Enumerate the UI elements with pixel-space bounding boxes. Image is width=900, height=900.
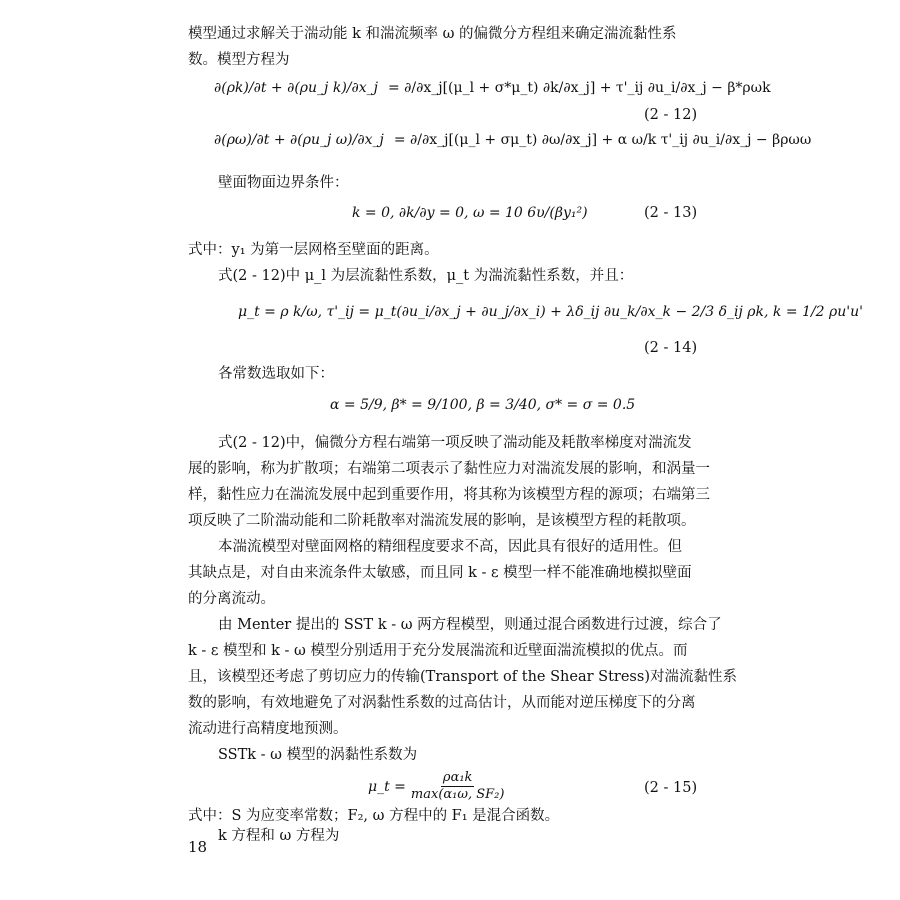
- equation-2-14: μ_t = ρ k/ω, τ'_ij = μ_t(∂u_i/∂x_j + ∂u_j/∂x_i) + λδ_ij ∂u_k/∂x_k − 2/3 δ_ij ρk, k = 1/2 ρu'u': [238, 304, 863, 320]
- text-line: 式中：y₁ 为第一层网格至壁面的距离。: [188, 242, 439, 258]
- equation-number: (2 - 12): [644, 107, 698, 123]
- equation-2-12b: [214, 132, 817, 148]
- page-number: 18: [188, 838, 208, 856]
- eq-lhs: μ_t =: [368, 778, 406, 795]
- text-line: 由 Menter 提出的 SST k - ω 两方程模型，则通过混合函数进行过渡，综合了: [218, 617, 722, 633]
- text-line: 式中：S 为应变率常数；F₂, ω 方程中的 F₁ 是混合函数。: [188, 808, 560, 824]
- equation-number: (2 - 15): [644, 780, 698, 796]
- equation-2-13: k = 0, ∂k/∂y = 0, ω = 10 6υ/(βy₁²): [352, 205, 588, 221]
- text-line: 项反映了二阶湍动能和二阶耗散率对湍流发展的影响，是该模型方程的耗散项。: [188, 513, 696, 529]
- equation-2-15: [368, 770, 509, 803]
- equation-2-12a: [214, 80, 777, 96]
- text-line: 的分离流动。: [188, 591, 275, 607]
- text-line: 本湍流模型对壁面网格的精细程度要求不高，因此具有很好的适用性。但: [218, 539, 682, 555]
- text-line: 样，黏性应力在湍流发展中起到重要作用，将其称为该模型方程的源项；右端第三: [188, 487, 710, 503]
- text-line: 式(2 - 12)中 μ_l 为层流黏性系数，μ_t 为湍流黏性系数，并且：: [218, 268, 634, 284]
- text-line: 壁面物面边界条件：: [218, 175, 349, 191]
- text-line: 各常数选取如下：: [218, 366, 334, 382]
- text-line: 数。模型方程为: [188, 52, 290, 68]
- equation-constants: α = 5/9, β* = 9/100, β = 3/40, σ* = σ = 0.5: [330, 397, 636, 413]
- text-line: k 方程和 ω 方程为: [218, 828, 340, 844]
- eq-numerator: ρα₁k: [442, 770, 473, 785]
- text-line: 展的影响，称为扩散项；右端第二项表示了黏性应力对湍流发展的影响，和涡量一: [188, 461, 710, 477]
- eq-lhs: ∂(ρω)/∂t + ∂(ρu_j ω)/∂x_j: [214, 132, 384, 148]
- equation-number: (2 - 13): [644, 205, 698, 221]
- equation-number: (2 - 14): [644, 340, 698, 356]
- text-line: 数的影响，有效地避免了对涡黏性系数的过高估计，从而能对逆压梯度下的分离: [188, 695, 696, 711]
- text-line: SSTk - ω 模型的涡黏性系数为: [218, 747, 418, 763]
- eq-denominator: max(α₁ω, SF₂): [410, 787, 505, 802]
- text-line: 流动进行高精度地预测。: [188, 721, 348, 737]
- eq-rhs: = ∂/∂x_j[(μ_l + σμ_t) ∂ω/∂x_j] + α ω/k τ'_ij ∂u_i/∂x_j − βρωω: [393, 132, 812, 148]
- text-line: k - ε 模型和 k - ω 模型分别适用于充分发展湍流和近壁面湍流模拟的优点。而: [188, 643, 688, 659]
- eq-lhs: ∂(ρk)/∂t + ∂(ρu_j k)/∂x_j: [214, 80, 378, 96]
- text-line: 且，该模型还考虑了剪切应力的传输(Transport of the Shear Stress)对湍流黏性系: [188, 669, 737, 685]
- eq-rhs: = ∂/∂x_j[(μ_l + σ*μ_t) ∂k/∂x_j] + τ'_ij ∂u_i/∂x_j − β*ρωk: [387, 80, 771, 96]
- text-line: 式(2 - 12)中，偏微分方程右端第一项反映了湍动能及耗散率梯度对湍流发: [218, 435, 692, 451]
- text-line: 其缺点是，对自由来流条件太敏感，而且同 k - ε 模型一样不能准确地模拟壁面: [188, 565, 692, 581]
- text-line: 模型通过求解关于湍动能 k 和湍流频率 ω 的偏微分方程组来确定湍流黏性系: [188, 26, 677, 42]
- eq-fraction: [409, 770, 507, 803]
